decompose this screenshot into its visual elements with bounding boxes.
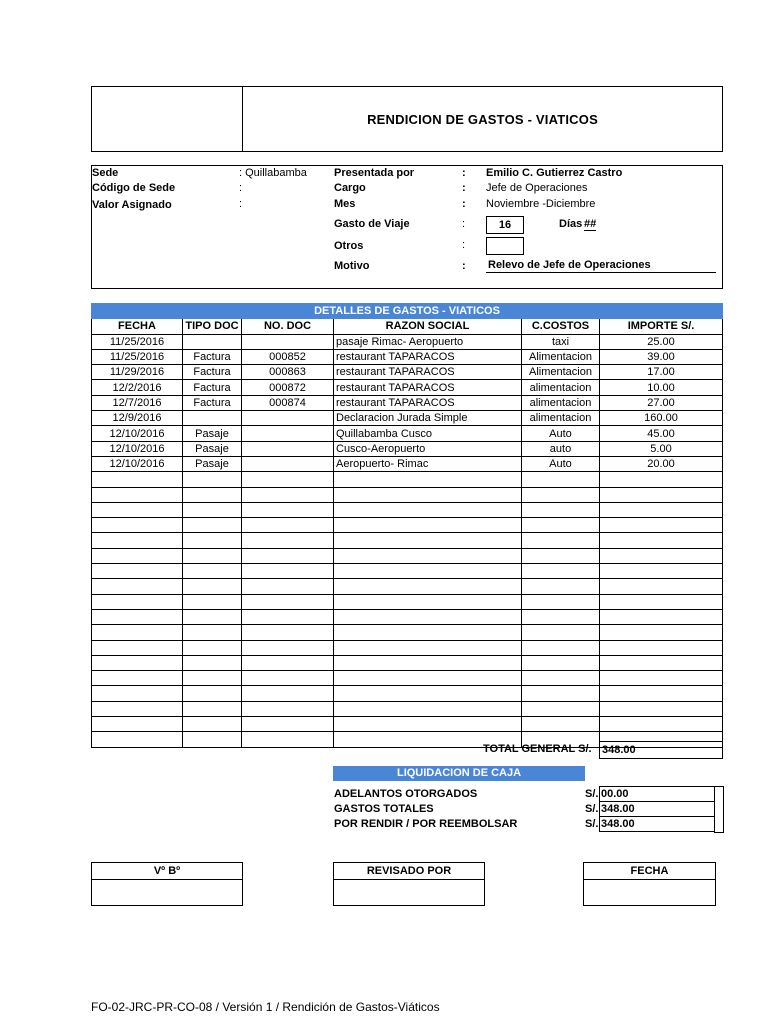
table-cell[interactable] bbox=[242, 701, 334, 716]
table-cell: restaurant TAPARACOS bbox=[334, 395, 522, 410]
table-cell[interactable] bbox=[183, 655, 242, 670]
table-cell bbox=[242, 411, 334, 426]
table-cell[interactable] bbox=[242, 717, 334, 732]
table-cell[interactable] bbox=[242, 518, 334, 533]
table-cell[interactable] bbox=[183, 472, 242, 487]
table-cell: Alimentacion bbox=[522, 349, 600, 364]
table-cell[interactable] bbox=[242, 732, 334, 747]
table-cell[interactable] bbox=[183, 502, 242, 517]
form-header bbox=[91, 86, 723, 152]
table-cell: 12/10/2016 bbox=[92, 426, 183, 441]
table-cell[interactable] bbox=[242, 533, 334, 548]
vb-label: Vº Bº bbox=[92, 863, 242, 880]
sede-value: : Quillabamba bbox=[239, 167, 307, 179]
otros-colon: : bbox=[462, 239, 466, 251]
table-cell[interactable] bbox=[522, 594, 600, 609]
table-cell[interactable] bbox=[522, 548, 600, 563]
table-cell[interactable] bbox=[92, 671, 183, 686]
gastos-totales-currency: S/. bbox=[585, 803, 599, 815]
table-cell[interactable] bbox=[334, 625, 522, 640]
table-cell[interactable] bbox=[334, 686, 522, 701]
por-rendir-currency: S/. bbox=[585, 818, 599, 830]
table-cell[interactable] bbox=[522, 640, 600, 655]
table-cell: 10.00 bbox=[600, 380, 723, 395]
table-cell[interactable] bbox=[183, 732, 242, 747]
table-cell: 12/10/2016 bbox=[92, 456, 183, 471]
table-cell[interactable] bbox=[522, 502, 600, 517]
column-header: C.COSTOS bbox=[522, 319, 600, 334]
valor-colon: : bbox=[239, 198, 243, 210]
valor-asignado-label: Valor Asignado bbox=[92, 199, 172, 211]
table-cell[interactable] bbox=[183, 518, 242, 533]
table-cell[interactable] bbox=[600, 609, 723, 624]
table-cell[interactable] bbox=[92, 594, 183, 609]
table-cell: 11/25/2016 bbox=[92, 349, 183, 364]
details-body bbox=[92, 334, 723, 747]
vb-box bbox=[91, 862, 243, 906]
table-cell[interactable] bbox=[183, 594, 242, 609]
table-cell[interactable] bbox=[183, 640, 242, 655]
table-cell[interactable] bbox=[600, 502, 723, 517]
table-cell: 000852 bbox=[242, 349, 334, 364]
table-cell[interactable] bbox=[600, 564, 723, 579]
gasto-viaje-value[interactable]: 16 bbox=[486, 216, 524, 234]
table-cell: 000872 bbox=[242, 380, 334, 395]
table-cell: Declaracion Jurada Simple bbox=[334, 411, 522, 426]
table-cell[interactable] bbox=[92, 655, 183, 670]
table-cell[interactable] bbox=[334, 564, 522, 579]
table-cell[interactable] bbox=[242, 487, 334, 502]
motivo-label: Motivo bbox=[334, 260, 370, 272]
otros-input[interactable] bbox=[486, 237, 524, 255]
sede-label: Sede bbox=[92, 167, 119, 179]
table-cell[interactable] bbox=[242, 640, 334, 655]
presentada-colon: : bbox=[462, 167, 466, 179]
table-row-empty bbox=[92, 548, 723, 563]
table-cell[interactable] bbox=[92, 518, 183, 533]
gasto-colon: : bbox=[462, 218, 466, 230]
motivo-underline bbox=[486, 272, 716, 273]
table-row bbox=[92, 411, 723, 426]
gasto-viaje-label: Gasto de Viaje bbox=[334, 218, 410, 230]
table-cell[interactable] bbox=[92, 701, 183, 716]
table-cell: 27.00 bbox=[600, 395, 723, 410]
table-cell[interactable] bbox=[242, 671, 334, 686]
footer-text: FO-02-JRC-PR-CO-08 / Versión 1 / Rendición de Gastos-Viáticos bbox=[91, 1000, 440, 1014]
column-header: NO. DOC bbox=[242, 319, 334, 334]
dias-label: Días bbox=[559, 218, 583, 230]
table-row-empty bbox=[92, 564, 723, 579]
table-cell[interactable] bbox=[522, 625, 600, 640]
table-row-empty bbox=[92, 487, 723, 502]
table-cell[interactable] bbox=[600, 472, 723, 487]
otros-label: Otros bbox=[334, 240, 364, 252]
table-cell[interactable] bbox=[522, 533, 600, 548]
table-cell[interactable] bbox=[92, 717, 183, 732]
table-cell: Pasaje bbox=[183, 456, 242, 471]
table-row-empty bbox=[92, 533, 723, 548]
motivo-colon: : bbox=[462, 260, 466, 272]
table-cell[interactable] bbox=[92, 609, 183, 624]
table-cell bbox=[242, 456, 334, 471]
table-cell[interactable] bbox=[600, 686, 723, 701]
table-cell[interactable] bbox=[334, 640, 522, 655]
table-cell[interactable] bbox=[242, 655, 334, 670]
por-rendir-value: 348.00 bbox=[599, 816, 715, 832]
fecha-label: FECHA bbox=[584, 863, 715, 880]
table-cell: auto bbox=[522, 441, 600, 456]
table-cell: 12/10/2016 bbox=[92, 441, 183, 456]
table-row-empty bbox=[92, 579, 723, 594]
table-row bbox=[92, 426, 723, 441]
table-cell[interactable] bbox=[600, 487, 723, 502]
table-cell[interactable] bbox=[183, 548, 242, 563]
table-cell[interactable] bbox=[600, 655, 723, 670]
table-cell[interactable] bbox=[334, 533, 522, 548]
info-section bbox=[91, 165, 723, 289]
table-cell: 12/2/2016 bbox=[92, 380, 183, 395]
table-cell[interactable] bbox=[334, 579, 522, 594]
dias-value: ## bbox=[584, 218, 597, 230]
table-cell[interactable] bbox=[334, 502, 522, 517]
table-cell: 17.00 bbox=[600, 365, 723, 380]
table-cell[interactable] bbox=[92, 502, 183, 517]
table-cell[interactable] bbox=[522, 717, 600, 732]
table-cell: 11/29/2016 bbox=[92, 365, 183, 380]
table-row-empty bbox=[92, 502, 723, 517]
table-cell: 11/25/2016 bbox=[92, 334, 183, 349]
table-cell: 45.00 bbox=[600, 426, 723, 441]
table-cell[interactable] bbox=[92, 579, 183, 594]
table-cell: 20.00 bbox=[600, 456, 723, 471]
por-rendir-label: POR RENDIR / POR REEMBOLSAR bbox=[334, 818, 518, 830]
table-cell: restaurant TAPARACOS bbox=[334, 365, 522, 380]
details-table bbox=[91, 303, 723, 748]
table-cell[interactable] bbox=[183, 717, 242, 732]
table-row bbox=[92, 334, 723, 349]
table-cell[interactable] bbox=[600, 518, 723, 533]
column-header: IMPORTE S/. bbox=[600, 319, 723, 334]
table-cell bbox=[242, 426, 334, 441]
table-cell[interactable] bbox=[522, 655, 600, 670]
table-cell[interactable] bbox=[600, 533, 723, 548]
table-cell: alimentacion bbox=[522, 411, 600, 426]
table-cell bbox=[242, 441, 334, 456]
table-cell[interactable] bbox=[92, 548, 183, 563]
table-cell[interactable] bbox=[242, 548, 334, 563]
cargo-colon: : bbox=[462, 182, 466, 194]
table-cell: restaurant TAPARACOS bbox=[334, 349, 522, 364]
table-cell: 12/7/2016 bbox=[92, 395, 183, 410]
table-cell[interactable] bbox=[522, 609, 600, 624]
table-cell[interactable] bbox=[92, 472, 183, 487]
form-title: RENDICION DE GASTOS - VIATICOS bbox=[367, 111, 598, 127]
table-cell: Quillabamba Cusco bbox=[334, 426, 522, 441]
table-row-empty bbox=[92, 701, 723, 716]
table-cell[interactable] bbox=[242, 579, 334, 594]
table-cell[interactable] bbox=[522, 671, 600, 686]
table-row bbox=[92, 441, 723, 456]
presentada-value: Emilio C. Gutierrez Castro bbox=[486, 167, 623, 179]
table-cell[interactable] bbox=[92, 487, 183, 502]
cargo-value: Jefe de Operaciones bbox=[486, 182, 588, 194]
mes-label: Mes bbox=[334, 198, 356, 210]
table-cell[interactable] bbox=[600, 548, 723, 563]
table-cell[interactable] bbox=[183, 533, 242, 548]
table-cell: Alimentacion bbox=[522, 365, 600, 380]
adelantos-label: ADELANTOS OTORGADOS bbox=[334, 788, 478, 800]
column-header: TIPO DOC bbox=[183, 319, 242, 334]
table-cell[interactable] bbox=[600, 579, 723, 594]
total-general-label: TOTAL GENERAL S/. bbox=[483, 743, 592, 755]
table-row bbox=[92, 380, 723, 395]
table-cell[interactable] bbox=[600, 671, 723, 686]
table-cell[interactable] bbox=[522, 518, 600, 533]
column-header: RAZON SOCIAL bbox=[334, 319, 522, 334]
table-cell[interactable] bbox=[242, 686, 334, 701]
table-cell: alimentacion bbox=[522, 395, 600, 410]
table-cell[interactable] bbox=[334, 609, 522, 624]
revisado-box bbox=[333, 862, 485, 906]
table-cell: Auto bbox=[522, 426, 600, 441]
table-cell: Factura bbox=[183, 380, 242, 395]
table-cell[interactable] bbox=[183, 671, 242, 686]
codigo-colon: : bbox=[239, 182, 243, 194]
column-header: FECHA bbox=[92, 319, 183, 334]
table-cell[interactable] bbox=[600, 701, 723, 716]
details-title-bar: DETALLES DE GASTOS - VIATICOS bbox=[92, 304, 723, 319]
table-cell[interactable] bbox=[183, 686, 242, 701]
table-cell[interactable] bbox=[334, 594, 522, 609]
table-cell[interactable] bbox=[334, 717, 522, 732]
table-cell: 12/9/2016 bbox=[92, 411, 183, 426]
table-row-empty bbox=[92, 518, 723, 533]
column-header-row bbox=[92, 319, 723, 334]
table-row-empty bbox=[92, 655, 723, 670]
codigo-sede-label: Código de Sede bbox=[92, 182, 176, 194]
table-cell[interactable] bbox=[522, 701, 600, 716]
adelantos-currency: S/. bbox=[585, 788, 599, 800]
mes-colon: : bbox=[462, 198, 466, 210]
table-cell[interactable] bbox=[242, 594, 334, 609]
table-cell[interactable] bbox=[242, 502, 334, 517]
table-cell: Aeropuerto- Rimac bbox=[334, 456, 522, 471]
table-cell[interactable] bbox=[600, 640, 723, 655]
table-cell[interactable] bbox=[334, 655, 522, 670]
table-row-empty bbox=[92, 640, 723, 655]
table-cell: Factura bbox=[183, 395, 242, 410]
table-cell: 25.00 bbox=[600, 334, 723, 349]
presentada-label: Presentada por bbox=[334, 167, 415, 179]
table-cell: alimentacion bbox=[522, 380, 600, 395]
table-cell[interactable] bbox=[183, 609, 242, 624]
presentada-underline bbox=[594, 165, 722, 166]
table-cell[interactable] bbox=[522, 472, 600, 487]
table-cell[interactable] bbox=[183, 625, 242, 640]
adelantos-value: 00.00 bbox=[599, 786, 715, 802]
table-row-empty bbox=[92, 594, 723, 609]
table-cell[interactable] bbox=[334, 701, 522, 716]
table-cell[interactable] bbox=[92, 686, 183, 701]
table-cell[interactable] bbox=[242, 564, 334, 579]
table-cell[interactable] bbox=[600, 594, 723, 609]
table-cell bbox=[242, 334, 334, 349]
logo-placeholder bbox=[92, 87, 243, 151]
table-cell: Cusco-Aeropuerto bbox=[334, 441, 522, 456]
table-cell[interactable] bbox=[600, 717, 723, 732]
total-general-value: 348.00 bbox=[599, 741, 723, 759]
table-cell: Pasaje bbox=[183, 441, 242, 456]
table-row bbox=[92, 349, 723, 364]
table-cell[interactable] bbox=[334, 548, 522, 563]
table-cell: Factura bbox=[183, 365, 242, 380]
table-row-empty bbox=[92, 686, 723, 701]
table-cell[interactable] bbox=[522, 579, 600, 594]
table-cell bbox=[183, 411, 242, 426]
table-cell[interactable] bbox=[183, 564, 242, 579]
table-cell bbox=[183, 334, 242, 349]
table-row-empty bbox=[92, 717, 723, 732]
table-row-empty bbox=[92, 671, 723, 686]
table-cell: pasaje Rimac- Aeropuerto bbox=[334, 334, 522, 349]
table-cell[interactable] bbox=[92, 533, 183, 548]
table-cell: restaurant TAPARACOS bbox=[334, 380, 522, 395]
table-row-empty bbox=[92, 625, 723, 640]
fecha-box bbox=[583, 862, 716, 906]
table-cell[interactable] bbox=[92, 732, 183, 747]
table-cell[interactable] bbox=[92, 640, 183, 655]
table-cell: Factura bbox=[183, 349, 242, 364]
cargo-label: Cargo bbox=[334, 182, 366, 194]
table-row bbox=[92, 365, 723, 380]
table-cell: 39.00 bbox=[600, 349, 723, 364]
table-cell[interactable] bbox=[334, 518, 522, 533]
table-cell[interactable] bbox=[522, 564, 600, 579]
table-cell[interactable] bbox=[522, 686, 600, 701]
liquidacion-side-cell bbox=[714, 786, 724, 833]
table-cell[interactable] bbox=[92, 564, 183, 579]
table-row-empty bbox=[92, 472, 723, 487]
table-cell[interactable] bbox=[242, 609, 334, 624]
table-cell[interactable] bbox=[334, 671, 522, 686]
table-cell[interactable] bbox=[334, 472, 522, 487]
table-cell: taxi bbox=[522, 334, 600, 349]
table-cell: 5.00 bbox=[600, 441, 723, 456]
gastos-totales-label: GASTOS TOTALES bbox=[334, 803, 434, 815]
table-row bbox=[92, 456, 723, 471]
table-row bbox=[92, 395, 723, 410]
table-cell[interactable] bbox=[92, 625, 183, 640]
gastos-totales-value: 348.00 bbox=[599, 801, 715, 817]
table-cell[interactable] bbox=[183, 701, 242, 716]
table-cell[interactable] bbox=[522, 487, 600, 502]
table-cell: Auto bbox=[522, 456, 600, 471]
table-cell: 000863 bbox=[242, 365, 334, 380]
table-cell[interactable] bbox=[183, 579, 242, 594]
table-cell: 160.00 bbox=[600, 411, 723, 426]
table-cell[interactable] bbox=[242, 625, 334, 640]
table-cell[interactable] bbox=[600, 625, 723, 640]
liquidacion-title-bar: LIQUIDACION DE CAJA bbox=[333, 766, 585, 781]
table-cell[interactable] bbox=[242, 472, 334, 487]
table-cell[interactable] bbox=[183, 487, 242, 502]
table-cell: Pasaje bbox=[183, 426, 242, 441]
motivo-value: Relevo de Jefe de Operaciones bbox=[488, 259, 651, 271]
table-cell[interactable] bbox=[334, 487, 522, 502]
table-cell: 000874 bbox=[242, 395, 334, 410]
table-row-empty bbox=[92, 609, 723, 624]
revisado-label: REVISADO POR bbox=[334, 863, 484, 880]
mes-value: Noviembre -Diciembre bbox=[486, 198, 596, 210]
